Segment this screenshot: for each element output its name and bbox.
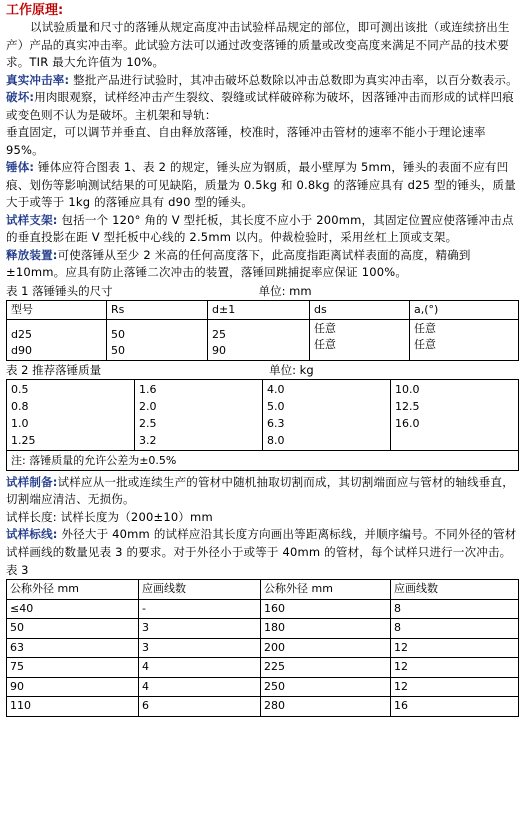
term-label: 试样标线:	[6, 527, 58, 541]
paragraph-text: 外径大于 40mm 的试样应沿其长度方向画出等距离标线，并顺序编号。不同外径的管材试样画线的数量见表 3 的要求。对于外径小于或等于 40mm 的管材，每个试样只进行一次冲击。	[6, 527, 517, 559]
table-cell: 任意 任意	[310, 319, 410, 360]
term-label: 试样制备:	[6, 474, 58, 489]
table-cell: 1.6 2.0 2.5 3.2	[135, 379, 263, 450]
table-cell: 4.0 5.0 6.3 8.0	[263, 379, 391, 450]
paragraph-specimen-length	[6, 509, 519, 527]
table-cell: 90	[7, 677, 139, 697]
paragraph-specimen-marking	[6, 526, 519, 561]
table-cell: 3	[139, 619, 261, 639]
recommended-mass-table	[6, 379, 519, 471]
term-label: 破坏:	[6, 90, 35, 104]
header-cell: 应画线数	[391, 580, 519, 600]
section-heading: 工作原理:	[6, 3, 64, 18]
header-cell: ds	[310, 300, 410, 319]
term-label: 锤体:	[6, 160, 35, 174]
paragraph-text: 试样应从一批或连续生产的管材中随机抽取切割而成，其切割端面应与管材的轴线垂直，切割端应清洁、无损伤。	[6, 474, 514, 506]
paragraph-text: 整批产品进行试验时，其冲击破坏总数除以冲击总数即为真实冲击率，以百分数表示。	[69, 72, 518, 87]
term-label: 释放装置:	[6, 247, 58, 262]
table-cell: 160	[261, 599, 391, 619]
paragraph-specimen-prep	[6, 474, 519, 509]
table-cell: 12	[391, 638, 519, 658]
table-cell: 25 90	[208, 319, 310, 360]
paragraph-text: 包括一个 120° 角的 V 型托板，其长度不应小于 200mm，其固定位置应使落锤冲击点的垂直投影在距 V 型托板中心线的 2.5mm 以内。仲裁检验时，采用丝杠上顶或支架。	[6, 212, 514, 244]
table-row	[7, 379, 519, 450]
table-header-row	[7, 580, 519, 600]
table-cell: 任意 任意	[410, 319, 519, 360]
table-cell: ≤40	[7, 599, 139, 619]
table1-unit: 单位: mm	[258, 283, 312, 298]
table-cell: 3	[139, 638, 261, 658]
paragraph-text: 试样长度: 试样长度为（200±10）mm	[6, 509, 213, 524]
table-cell: 200	[261, 638, 391, 658]
header-cell: a,(°)	[410, 300, 519, 319]
term-label: 试样支架:	[6, 212, 58, 227]
table-row	[7, 677, 519, 697]
header-cell: d±1	[208, 300, 310, 319]
table-cell: 50 50	[107, 319, 208, 360]
intro-paragraph: 以试验质量和尺寸的落锤从规定高度冲击试验样品规定的部位，即可测出该批（或连续挤出生产）产品的真实冲击率。此试验方法可以通过改变落锤的质量或改变高度来满足不同产品的技术要求。TIR 最大允许值为 10%。	[6, 20, 510, 69]
table-note: 注: 落锤质量的允许公差为±0.5%	[7, 450, 519, 470]
table-cell: 8	[391, 599, 519, 619]
paragraph-text: 垂直固定，可以调节并垂直、自由释放落锤，校准时，落锤冲击管材的速率不能小于理论速率 95%。	[6, 125, 486, 157]
paragraph-true-impact-rate	[6, 72, 519, 90]
header-cell: Rs	[107, 300, 208, 319]
table-cell: 110	[7, 697, 139, 717]
paragraph-text: 用肉眼观察，试样经冲击产生裂纹、裂缝或试样破碎称为破坏，因落锤冲击而形成的试样凹痕或变色则不认为是破坏。主机架和导轨：	[6, 90, 514, 122]
table1-caption: 表 1 落锤锤头的尺寸	[6, 283, 113, 298]
table3-caption: 表 3	[6, 563, 29, 577]
header-cell: 应画线数	[139, 580, 261, 600]
table-cell: 225	[261, 658, 391, 678]
striker-dimensions-table	[6, 300, 519, 361]
table-row	[7, 658, 519, 678]
header-cell: 公称外径 mm	[7, 580, 139, 600]
header-cell: 型号	[7, 300, 107, 319]
table-cell: 10.0 12.5 16.0	[391, 379, 519, 450]
table2-caption: 表 2 推荐落锤质量	[6, 362, 102, 377]
table-note-row	[7, 450, 519, 470]
table-cell: 180	[261, 619, 391, 639]
table2-caption-row	[6, 362, 519, 379]
table2-unit: 单位: kg	[269, 362, 314, 377]
table-row	[7, 599, 519, 619]
table-row	[7, 697, 519, 717]
table-cell: 16	[391, 697, 519, 717]
document-page	[6, 2, 519, 717]
table-header-row	[7, 300, 519, 319]
table-cell: 6	[139, 697, 261, 717]
table-cell: -	[139, 599, 261, 619]
table-cell: 63	[7, 638, 139, 658]
paragraph-text: 可使落锤从至少 2 米高的任何高度落下，此高度指距离试样表面的高度，精确到 ±10mm。应具有防止落锤二次冲击的装置，落锤回跳捕捉率应保证 100%。	[6, 247, 471, 279]
table-cell: d25 d90	[7, 319, 107, 360]
table1-caption-row	[6, 283, 519, 300]
table-cell: 12	[391, 658, 519, 678]
paragraph-striker	[6, 159, 519, 212]
table-row	[7, 638, 519, 658]
table-row	[7, 619, 519, 639]
table-cell: 4	[139, 677, 261, 697]
paragraph-text: 锤体应符合图表 1、表 2 的规定，锤头应为钢质，最小壁厚为 5mm，锤头的表面不应有凹痕、划伤等影响测试结果的可见缺陷，质量为 0.5kg 和 0.8kg 的落锤应具有 d25 型的锤头，质量大于或等于 1kg 的落锤应具有 d90 型的锤头。	[6, 160, 516, 209]
table-cell: 250	[261, 677, 391, 697]
table-cell: 50	[7, 619, 139, 639]
table-cell: 280	[261, 697, 391, 717]
table-cell: 0.5 0.8 1.0 1.25	[7, 379, 135, 450]
marking-lines-table	[6, 579, 519, 717]
table-cell: 75	[7, 658, 139, 678]
table-cell: 4	[139, 658, 261, 678]
term-label: 真实冲击率:	[6, 72, 70, 87]
paragraph-failure	[6, 89, 519, 124]
paragraph-frame-rail	[6, 124, 519, 159]
header-cell: 公称外径 mm	[261, 580, 391, 600]
table-cell: 12	[391, 677, 519, 697]
paragraph-specimen-support	[6, 212, 519, 247]
paragraph-release-device	[6, 247, 519, 282]
table-cell: 8	[391, 619, 519, 639]
table-row	[7, 319, 519, 360]
